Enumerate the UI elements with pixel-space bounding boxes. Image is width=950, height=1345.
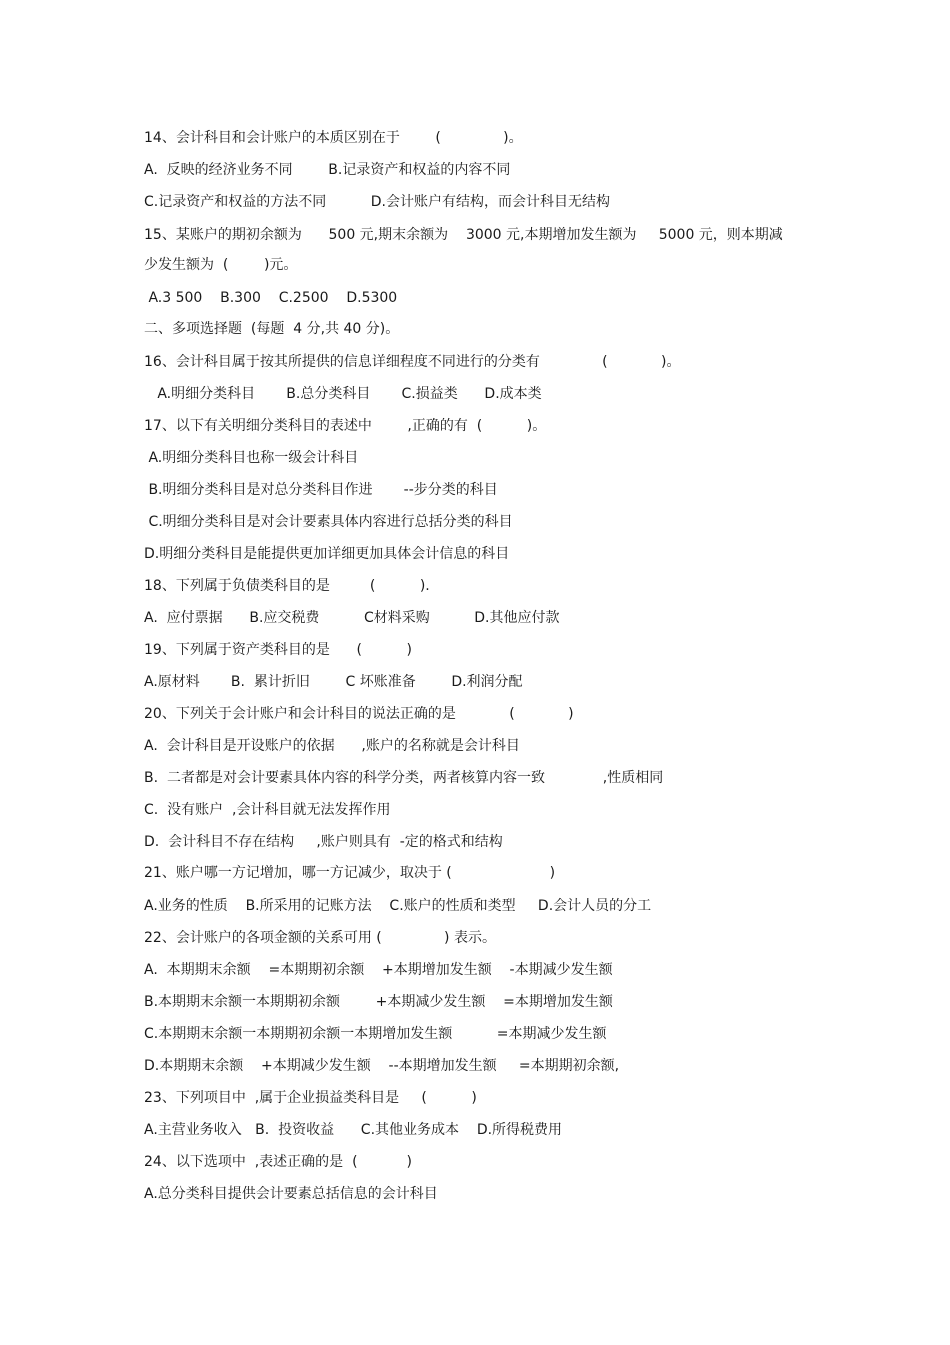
text-line: C. 没有账户 ,会计科目就无法发挥作用 xyxy=(144,802,391,818)
text-line: A.明细分类科目也称一级会计科目 xyxy=(144,450,359,466)
text-line: C.明细分类科目是对会计要素具体内容进行总括分类的科目 xyxy=(144,514,513,530)
text-line: A. 本期期末余额 =本期期初余额 +本期增加发生额 -本期减少发生额 xyxy=(144,962,613,978)
section-heading: 二、多项选择题 (每题 4 分,共 40 分)。 xyxy=(144,321,400,337)
text-line: 21、账户哪一方记增加，哪一方记减少，取决于 ( ) xyxy=(144,865,556,881)
text-line: 24、以下选项中 ,表述正确的是 ( ) xyxy=(144,1154,412,1170)
text-line: A.业务的性质 B.所采用的记账方法 C.账户的性质和类型 D.会计人员的分工 xyxy=(144,898,652,914)
text-line: B.明细分类科目是对总分类科目作进 --步分类的科目 xyxy=(144,482,498,498)
text-line: B.本期期末余额一本期期初余额 +本期减少发生额 =本期增加发生额 xyxy=(144,994,613,1010)
text-line: A.原材料 B. 累计折旧 C 坏账准备 D.利润分配 xyxy=(144,674,523,690)
text-line: D.本期期末余额 +本期减少发生额 --本期增加发生额 =本期期初余额, xyxy=(144,1058,620,1074)
text-line: A.3 500 B.300 C.2500 D.5300 xyxy=(144,290,398,306)
text-line: A. 反映的经济业务不同 B.记录资产和权益的内容不同 xyxy=(144,162,511,178)
text-line: 16、会计科目属于按其所提供的信息详细程度不同进行的分类有 ( )。 xyxy=(144,354,681,370)
text-line: A. 应付票据 B.应交税费 C材料采购 D.其他应付款 xyxy=(144,610,560,626)
text-line: C.记录资产和权益的方法不同 D.会计账户有结构，而会计科目无结构 xyxy=(144,194,610,210)
text-line: A.明细分类科目 B.总分类科目 C.损益类 D.成本类 xyxy=(144,386,542,402)
text-line: 少发生额为 ( )元。 xyxy=(144,257,298,273)
text-line: A. 会计科目是开设账户的依据 ,账户的名称就是会计科目 xyxy=(144,738,520,754)
text-line: C.本期期末余额一本期期初余额一本期增加发生额 =本期减少发生额 xyxy=(144,1026,607,1042)
text-line: 18、下列属于负债类科目的是 ( ). xyxy=(144,578,430,594)
text-line: D.明细分类科目是能提供更加详细更加具体会计信息的科目 xyxy=(144,546,510,562)
text-line: 20、下列关于会计账户和会计科目的说法正确的是 ( ) xyxy=(144,706,574,722)
text-line: 22、会计账户的各项金额的关系可用 ( ) 表示。 xyxy=(144,930,496,946)
text-line: 14、会计科目和会计账户的本质区别在于 ( )。 xyxy=(144,130,523,146)
text-line: A.主营业务收入 B. 投资收益 C.其他业务成本 D.所得税费用 xyxy=(144,1122,563,1138)
text-line: D. 会计科目不存在结构 ,账户则具有 -定的格式和结构 xyxy=(144,834,503,850)
text-line: A.总分类科目提供会计要素总括信息的会计科目 xyxy=(144,1186,438,1202)
text-line: 17、以下有关明细分类科目的表述中 ,正确的有 ( )。 xyxy=(144,418,547,434)
text-line: 19、下列属于资产类科目的是 ( ) xyxy=(144,642,412,658)
text-line: 15、某账户的期初余额为 500 元,期末余额为 3000 元,本期增加发生额为 5000 元，则本期减 xyxy=(144,227,783,243)
text-line: B. 二者都是对会计要素具体内容的科学分类，两者核算内容一致 ,性质相同 xyxy=(144,770,664,786)
text-line: 23、下列项目中 ,属于企业损益类科目是 ( ) xyxy=(144,1090,477,1106)
